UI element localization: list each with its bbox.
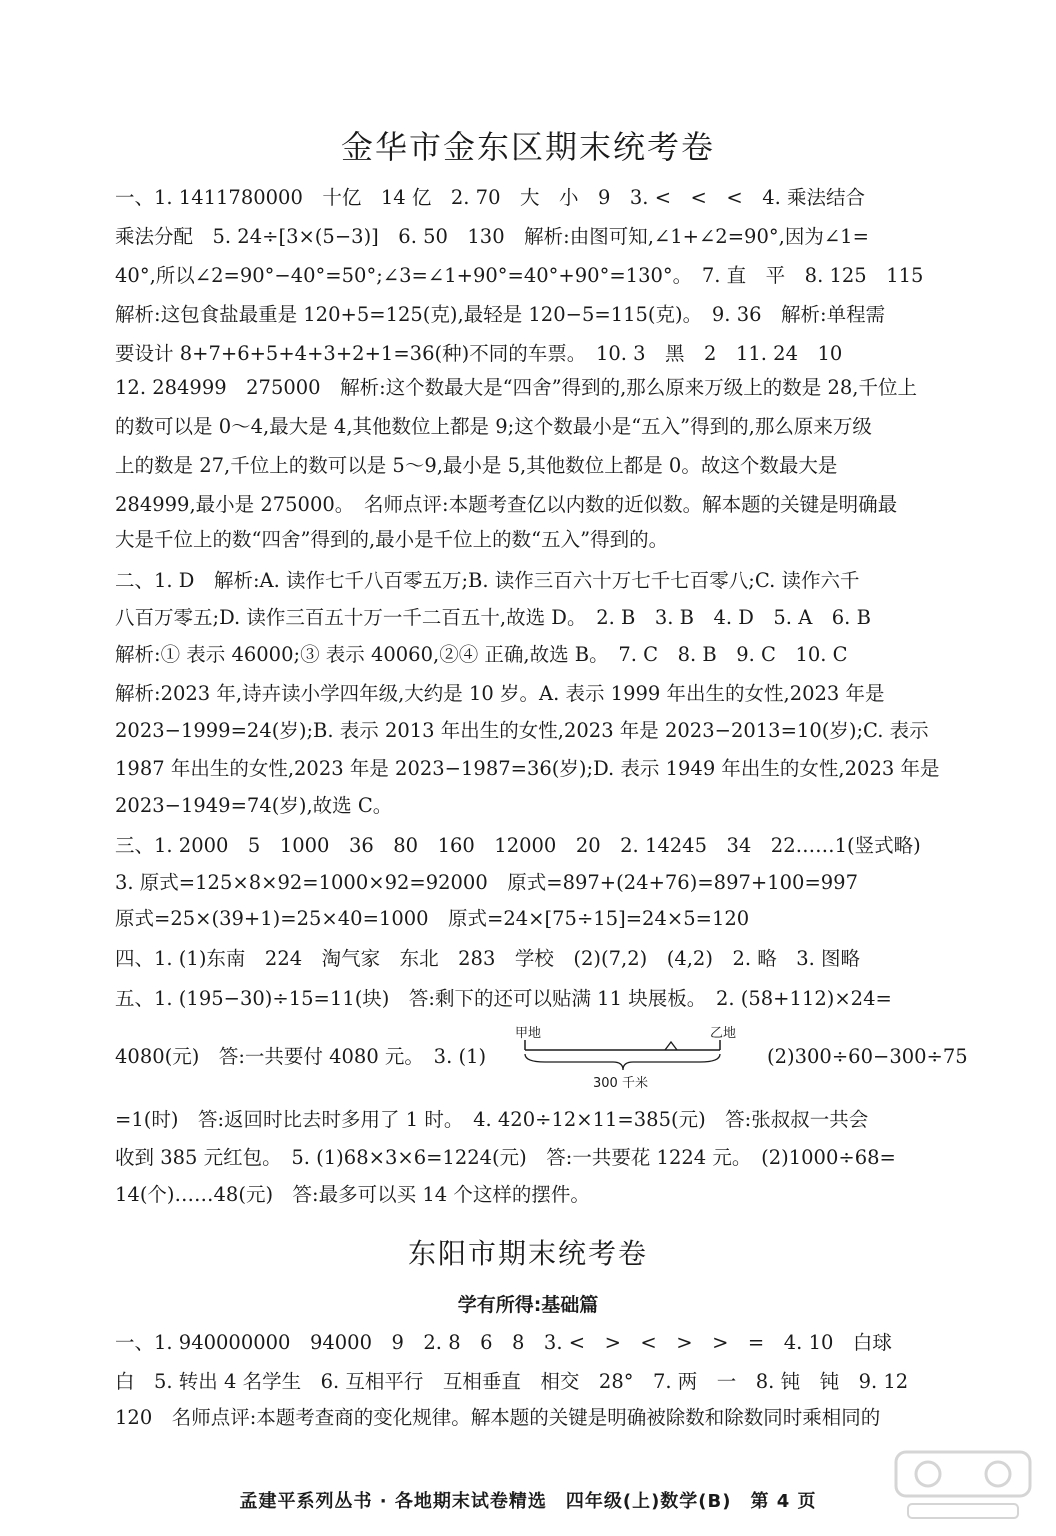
text-line: 解析:这包食盐最重是 120+5=125(克),最轻是 120−5=115(克)。 9. 36 解析:单程需 [115, 303, 886, 326]
text-line: 284999,最小是 275000。 名师点评:本题考查亿以内数的近似数。解本题的关键是明确最 [115, 493, 898, 516]
text-line: 二、1. D 解析:A. 读作七千八百零五万;B. 读作三百六十万七千七百零八;C. 读作六千 [115, 569, 860, 592]
text-line: =1(时) 答:返回时比去时多用了 1 时。 4. 420÷12×11=385(元) 答:张叔叔一共会 [115, 1108, 869, 1131]
text-line: 一、1. 940000000 94000 9 2. 8 6 8 3. < > < > > = 4. 10 白球 [115, 1331, 892, 1354]
diagram-label-end: 乙地 [710, 1026, 737, 1041]
text-line: 八百万零五;D. 读作三百五十万一千二百五十,故选 D。 2. B 3. B 4. D 5. A 6. B [115, 606, 871, 629]
text-line: 1987 年出生的女性,2023 年是 2023−1987=36(岁);D. 表示 1949 年出生的女性,2023 年是 [115, 757, 940, 780]
text-line: 3. 原式=125×8×92=1000×92=92000 原式=897+(24+76)=897+100=997 [115, 871, 858, 894]
text-line: 大是千位上的数“四舍”得到的,最小是千位上的数“五入”得到的。 [115, 528, 669, 551]
text-line: 12. 284999 275000 解析:这个数最大是“四舍”得到的,那么原来万级上的数是 28,千位上 [115, 376, 918, 399]
text-line: 白 5. 转出 4 名学生 6. 互相平行 互相垂直 相交 28° 7. 两 一 8. 钝 钝 9. 12 [115, 1370, 909, 1393]
text-line: 收到 385 元红包。 5. (1)68×3×6=1224(元) 答:一共要花 1224 元。 (2)1000÷68= [115, 1146, 896, 1169]
text-line: 2023−1999=24(岁);B. 表示 2013 年出生的女性,2023 年是 2023−2013=10(岁);C. 表示 [115, 719, 929, 742]
diagram-label-start: 甲地 [515, 1026, 542, 1041]
text-line: 一、1. 1411780000 十亿 14 亿 2. 70 大 小 9 3. < < < 4. 乘法结合 [115, 186, 866, 209]
text-line: 四、1. (1)东南 224 淘气家 东北 283 学校 (2)(7,2) (4,2) 2. 略 3. 图略 [115, 947, 861, 970]
text-line: 三、1. 2000 5 1000 36 80 160 12000 20 2. 14245 34 22……1(竖式略) [115, 834, 921, 857]
text-line: 解析:2023 年,诗卉读小学四年级,大约是 10 岁。A. 表示 1999 年出生的女性,2023 年是 [115, 682, 885, 705]
watermark-logo [888, 1446, 1038, 1526]
section-title-dongyang: 东阳市期末统考卷 [407, 1237, 648, 1270]
text-line: 五、1. (195−30)÷15=11(块) 答:剩下的还可以贴满 11 块展板。 2. (58+112)×24= [115, 987, 892, 1010]
text-line: 解析:① 表示 46000;③ 表示 40060,②④ 正确,故选 B。 7. C 8. B 9. C 10. C [115, 643, 848, 666]
text-line: 要设计 8+7+6+5+4+3+2+1=36(种)不同的车票。 10. 3 黑 2 11. 24 10 [115, 342, 843, 365]
section-title-jindong: 金华市金东区期末统考卷 [340, 128, 715, 166]
text-line: 上的数是 27,千位上的数可以是 5～9,最小是 5,其他数位上都是 0。故这个数最大是 [115, 454, 838, 477]
distance-diagram [515, 1022, 760, 1092]
text-line: 4080(元) 答:一共要付 4080 元。 3. (1) [115, 1045, 487, 1068]
section-subtitle: 学有所得:基础篇 [457, 1294, 599, 1316]
text-line: 的数可以是 0～4,最大是 4,其他数位上都是 9;这个数最小是“五入”得到的,那么原来万级 [115, 415, 872, 438]
page-footer: 孟建平系列丛书 · 各地期末试卷精选 四年级(上)数学(B) 第 4 页 [239, 1491, 817, 1512]
diagram-distance-label: 300 千米 [593, 1076, 648, 1091]
text-line: 乘法分配 5. 24÷[3×(5−3)] 6. 50 130 解析:由图可知,∠1+∠2=90°,因为∠1= [115, 225, 869, 248]
text-line: 原式=25×(39+1)=25×40=1000 原式=24×[75÷15]=24×5=120 [115, 907, 750, 930]
text-line: 120 名师点评:本题考查商的变化规律。解本题的关键是明确被除数和除数同时乘相同的 [115, 1406, 881, 1429]
text-line: (2)300÷60−300÷75 [767, 1045, 968, 1068]
text-line: 14(个)……48(元) 答:最多可以买 14 个这样的摆件。 [115, 1183, 590, 1206]
text-line: 2023−1949=74(岁),故选 C。 [115, 794, 393, 817]
text-line: 40°,所以∠2=90°−40°=50°;∠3=∠1+90°=40°+90°=130°。 7. 直 平 8. 125 115 [115, 264, 924, 287]
